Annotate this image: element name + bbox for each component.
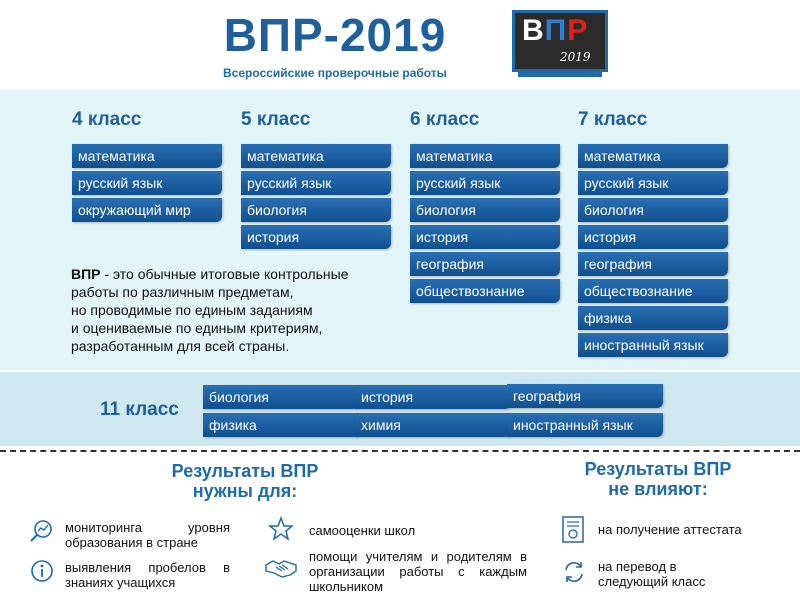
subject-pill[interactable]: биология <box>410 198 560 222</box>
results-not-heading <box>558 459 758 499</box>
handshake-icon <box>264 555 298 581</box>
logo-year: 2019 <box>560 50 591 64</box>
grade11-label: 11 класс <box>100 399 179 420</box>
subject-pill[interactable]: математика <box>241 144 391 168</box>
star-icon <box>268 516 294 542</box>
grade-column-5 <box>241 108 391 252</box>
heading-line: нужны для: <box>192 481 298 501</box>
description-line: разработанным для всей страны. <box>71 338 290 354</box>
description-line: но проводимые по единым заданиям <box>71 302 313 318</box>
magnifier-chart-icon <box>29 518 55 544</box>
dashed-divider <box>0 450 800 452</box>
logo-letter-r: Р <box>567 14 589 47</box>
subject-pill[interactable]: история <box>241 225 391 249</box>
vpr-logo <box>512 10 608 78</box>
grade-column-4 <box>72 108 222 225</box>
chalkboard-stand <box>518 72 602 77</box>
header <box>0 0 800 90</box>
page-subtitle: Всероссийские проверочные работы <box>223 66 447 80</box>
results-needed-item: помощи учителям и родителям в организации работы с каждым школьником <box>309 549 527 594</box>
subject-pill[interactable]: география <box>410 252 560 276</box>
description-line: - это обычные итоговые контрольные <box>100 266 349 282</box>
grade-column-6 <box>410 108 560 306</box>
subject-pill[interactable]: физика <box>203 413 359 437</box>
results-needed-item: выявления пробелов в знаниях учащихся <box>65 560 230 590</box>
subject-pill[interactable]: математика <box>72 144 222 168</box>
grade-label: 5 класс <box>241 109 311 130</box>
logo-letter-v: В <box>522 14 545 47</box>
grade-label: 6 класс <box>410 109 480 130</box>
description-line: работы по различным предметам, <box>71 284 294 300</box>
subject-pill[interactable]: математика <box>578 144 728 168</box>
subject-pill[interactable]: биология <box>203 385 359 409</box>
subject-pill[interactable]: русский язык <box>410 171 560 195</box>
subject-pill[interactable]: биология <box>241 198 391 222</box>
description-line: и оцениваемые по единым критериям, <box>71 320 323 336</box>
subject-pill[interactable]: история <box>355 385 511 409</box>
subject-pill[interactable]: география <box>578 252 728 276</box>
description-lead: ВПР <box>71 266 101 282</box>
subject-pill[interactable]: обществознание <box>578 279 728 303</box>
subject-pill[interactable]: иностранный язык <box>578 333 728 357</box>
subject-pill[interactable]: история <box>410 225 560 249</box>
subject-pill[interactable]: физика <box>578 306 728 330</box>
subject-pill[interactable]: математика <box>410 144 560 168</box>
results-needed-heading <box>145 461 345 501</box>
results-not-item: на получение аттестата <box>598 522 742 537</box>
heading-line: Результаты ВПР <box>171 461 319 481</box>
subject-pill[interactable]: обществознание <box>410 279 560 303</box>
results-not-item: на перевод в следующий класс <box>598 559 706 589</box>
heading-line: не влияют: <box>608 479 708 499</box>
grade-column-7 <box>578 108 728 360</box>
subject-pill[interactable]: география <box>507 384 663 408</box>
refresh-icon <box>561 559 587 585</box>
subject-pill[interactable]: русский язык <box>578 171 728 195</box>
subject-pill[interactable]: иностранный язык <box>507 413 663 437</box>
page-title: ВПР-2019 <box>223 9 447 61</box>
subject-pill[interactable]: химия <box>355 413 511 437</box>
certificate-icon <box>560 515 586 545</box>
vpr-description <box>71 265 391 355</box>
subject-pill[interactable]: биология <box>578 198 728 222</box>
subject-pill[interactable]: история <box>578 225 728 249</box>
subject-pill[interactable]: окружающий мир <box>72 198 222 222</box>
logo-word <box>522 14 588 48</box>
heading-line: Результаты ВПР <box>584 459 732 479</box>
grade-label: 4 класс <box>72 109 142 130</box>
subject-pill[interactable]: русский язык <box>72 171 222 195</box>
logo-letter-p: П <box>544 14 568 47</box>
subject-pill[interactable]: русский язык <box>241 171 391 195</box>
info-icon <box>29 558 55 584</box>
results-needed-item: самооценки школ <box>309 523 416 538</box>
grade-label: 7 класс <box>578 109 648 130</box>
results-needed-item: мониторинга уровня образования в стране <box>65 520 230 550</box>
